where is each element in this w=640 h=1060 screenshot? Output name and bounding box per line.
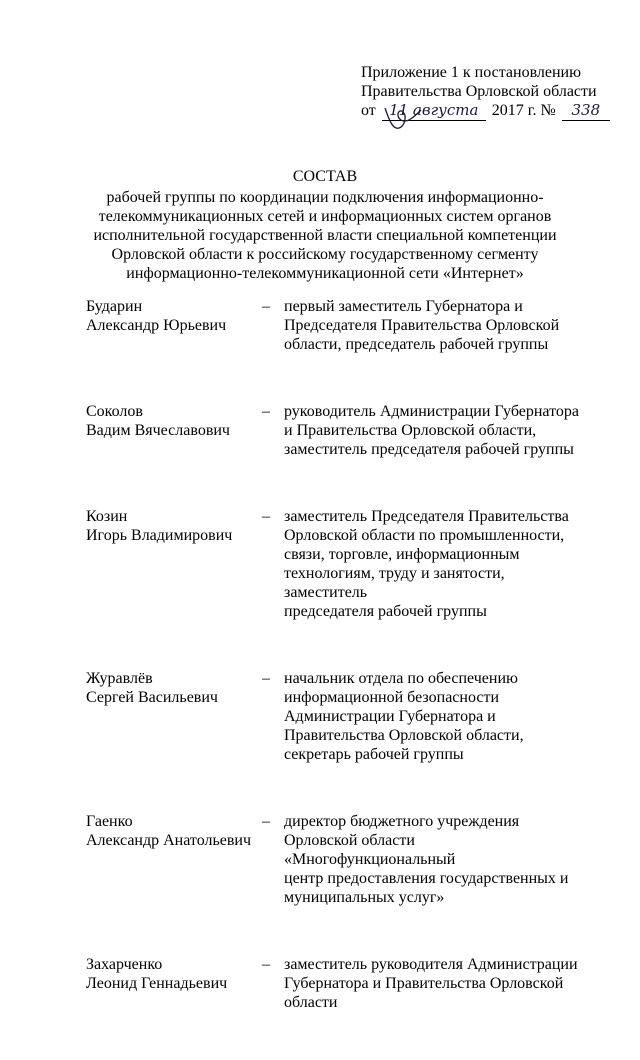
- member-dash: –: [262, 403, 270, 420]
- handwritten-number: 338: [562, 101, 610, 121]
- member-row: [86, 669, 586, 764]
- member-row: [86, 297, 586, 354]
- appendix-date-line: [361, 101, 631, 121]
- member-role: начальник отдела по обеспечению информационной безопасности Администрации Губернатора и Правительства Орловской области, секретарь рабочей группы: [284, 670, 524, 763]
- handwritten-date: 11 августа: [382, 101, 486, 121]
- member-name: Козин Игорь Владимирович: [86, 508, 233, 544]
- member-name: Журавлёв Сергей Васильевич: [86, 670, 218, 706]
- member-dash: –: [262, 813, 270, 830]
- member-dash: –: [262, 298, 270, 315]
- members-list: [86, 297, 586, 1060]
- appendix-header: [361, 63, 631, 121]
- document-subtitle: рабочей группы по координации подключения информационно- телекоммуникационных сетей и информационных систем органов исполнительной государственной власти специальной компетенции Орловской области к российскому государственному сегменту информационно-телекоммуникационной сети «Интернет»: [93, 189, 557, 282]
- document-title-block: [90, 167, 560, 283]
- appendix-line-1: Приложение 1 к постановлению: [361, 64, 582, 81]
- date-prefix: от: [361, 102, 376, 119]
- member-role: заместитель руководителя Администрации Губернатора и Правительства Орловской области: [284, 956, 578, 1011]
- member-name: Соколов Вадим Вячеславович: [86, 403, 230, 439]
- member-row: [86, 955, 586, 1012]
- appendix-line-2: Правительства Орловской области: [361, 83, 597, 100]
- member-row: [86, 402, 586, 459]
- member-role: директор бюджетного учреждения Орловской области «Многофункциональный центр предоставления государственных и муниципальных услуг»: [284, 813, 569, 906]
- member-role: первый заместитель Губернатора и Председателя Правительства Орловской области, председатель рабочей группы: [284, 298, 560, 353]
- member-row: [86, 812, 586, 907]
- member-row: [86, 507, 586, 621]
- year-text: 2017 г. №: [491, 102, 556, 119]
- member-name: Бударин Александр Юрьевич: [86, 298, 227, 334]
- member-name: Гаенко Александр Анатольевич: [86, 813, 252, 849]
- member-dash: –: [262, 508, 270, 525]
- member-dash: –: [262, 956, 270, 973]
- member-role: руководитель Администрации Губернатора и Правительства Орловской области, заместитель председателя рабочей группы: [284, 403, 579, 458]
- document-title: СОСТАВ: [292, 168, 358, 185]
- member-dash: –: [262, 670, 270, 687]
- member-role: заместитель Председателя Правительства Орловской области по промышленности, связи, торговле, информационным технологиям, труду и занятости, заместитель председателя рабочей группы: [284, 508, 569, 620]
- member-name: Захарченко Леонид Геннадьевич: [86, 956, 228, 992]
